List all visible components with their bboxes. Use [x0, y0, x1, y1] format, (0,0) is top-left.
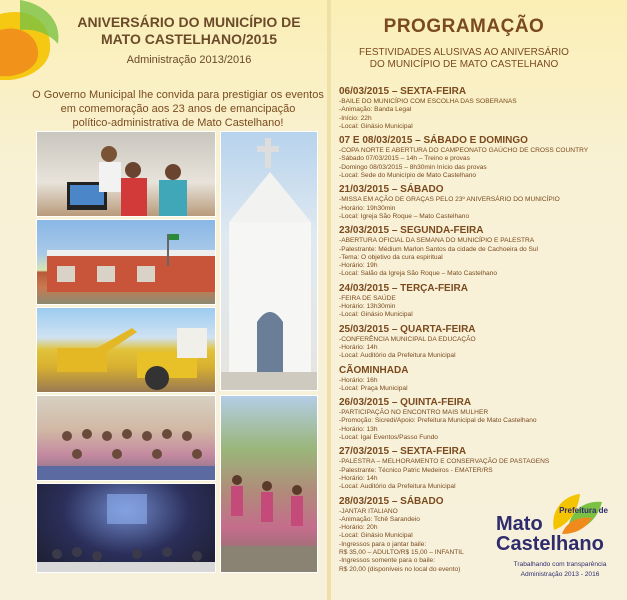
event-date: 26/03/2015 – QUINTA-FEIRA	[339, 397, 472, 409]
event-detail: -Domingo 08/03/2015 – 8h30min Início das provas	[339, 163, 487, 171]
event-detail: -CONFERÊNCIA MUNICIPAL DA EDUCAÇÃO	[339, 335, 476, 343]
event-detail: -Tema: O objetivo da cura espiritual	[339, 253, 443, 261]
event-date: 27/03/2015 – SEXTA-FEIRA	[339, 446, 467, 458]
event-detail: -Ingressos para o jantar baile:	[339, 540, 427, 548]
event-detail: -Local: Salão da Igreja São Roque – Mato Castelhano	[339, 270, 497, 278]
event-date: CÃOMINHADA	[339, 364, 409, 376]
event-detail: -COPA NORTE E ABERTURA DO CAMPEONATO GAÚCHO DE CROSS COUNTRY	[339, 147, 589, 155]
event-detail: -Horário: 19h30min	[339, 204, 396, 212]
event-detail: -Local: Auditório da Prefeitura Municipal	[339, 352, 456, 360]
event-date: 28/03/2015 – SÁBADO	[339, 495, 444, 507]
event-date: 06/03/2015 – SEXTA-FEIRA	[339, 86, 467, 97]
event-detail: -Local: Praça Municipal	[339, 384, 408, 392]
event-detail: -Sábado 07/03/2015 – 14h – Treino e provas	[339, 155, 470, 163]
event-detail: -Local: Ginásio Municipal	[339, 532, 413, 540]
photo-children-group	[36, 395, 216, 481]
event-date: 24/03/2015 – TERÇA-FEIRA	[339, 282, 468, 294]
invite-line-2: em comemoração aos 23 anos de emancipação	[60, 103, 296, 115]
event-entry	[339, 225, 627, 278]
programacao-subtitle	[331, 47, 597, 71]
event-detail: -Início: 22h	[339, 114, 372, 122]
event-entry	[339, 86, 627, 131]
event-detail: -Animação: Banda Legal	[339, 106, 412, 114]
event-detail: -Palestrante: Médium Marlon Santos da cidade de Cachoeira do Sul	[339, 245, 539, 253]
event-entry	[339, 446, 627, 491]
event-detail: -MISSA EM AÇÃO DE GRAÇAS PELO 23º ANIVERSÁRIO DO MUNICÍPIO	[339, 196, 560, 204]
event-entry	[339, 397, 627, 442]
photo-municipal-building	[36, 219, 216, 305]
event-detail: -ABERTURA OFICIAL DA SEMANA DO MUNICÍPIO E PALESTRA	[339, 237, 535, 245]
event-date: 21/03/2015 – SÁBADO	[339, 184, 444, 196]
event-detail: -Local: Igaí Eventos/Passo Fundo	[339, 434, 438, 442]
event-detail: -Local: Ginásio Municipal	[339, 311, 413, 319]
invitation-text	[30, 88, 326, 130]
event-detail: R$ 20,00 (disponíveis no local do evento)	[339, 565, 461, 573]
event-date: 25/03/2015 – QUARTA-FEIRA	[339, 323, 476, 335]
event-entry	[339, 283, 627, 320]
event-date: 07 E 08/03/2015 – SÁBADO E DOMINGO	[339, 135, 528, 147]
event-entry	[339, 184, 627, 221]
event-detail: -BAILE DO MUNICÍPIO COM ESCOLHA DAS SOBERANAS	[339, 98, 517, 105]
event-detail: -Local: Ginásio Municipal	[339, 122, 413, 130]
event-detail: -Animação: Tchê Sarandeio	[339, 515, 420, 523]
subtitle-line-2: DO MUNICÍPIO DE MATO CASTELHANO	[369, 59, 559, 70]
event-detail: -Horário: 13h30min	[339, 303, 396, 311]
invite-line-3: político-administrativa de Mato Castelhano!	[72, 117, 284, 129]
brand-tagline: Trabalhando com transparência	[513, 561, 607, 568]
event-detail: -Horário: 14h	[339, 343, 378, 351]
event-date: 23/03/2015 – SEGUNDA-FEIRA	[339, 225, 484, 237]
brand-name-line-1: Mato	[496, 513, 543, 535]
event-detail: -Promoção: Sicredi/Apoio: Prefeitura Municipal de Mato Castelhano	[339, 417, 537, 425]
subtitle-line-1: FESTIVIDADES ALUSIVAS AO ANIVERSÁRIO	[359, 47, 569, 58]
event-detail: -FEIRA DE SAÚDE	[339, 294, 396, 302]
photo-event-stage	[36, 483, 216, 573]
brand-name	[496, 514, 624, 554]
brand-name-line-2: Castelhano	[496, 533, 604, 555]
event-detail: -Horário: 19h	[339, 262, 378, 270]
municipality-brand	[496, 490, 624, 598]
event-detail: -PALESTRA – MELHORAMENTO E CONSERVAÇÃO DE PASTAGENS	[339, 458, 550, 466]
event-detail: R$ 35,00 – ADULTO/R$ 15,00 – INFANTIL	[339, 548, 464, 556]
event-detail: -Local: Igreja São Roque – Mato Castelhano	[339, 212, 470, 220]
event-detail: -Local: Auditório da Prefeitura Municipal	[339, 483, 456, 491]
photo-people-computer	[36, 131, 216, 217]
event-detail: -Horário: 16h	[339, 376, 378, 384]
administration-subtitle: Administração 2013/2016	[126, 54, 252, 66]
brand-prefix: Prefeitura de	[559, 506, 608, 515]
page-title	[58, 14, 320, 48]
event-detail: -PARTICIPAÇÃO NO ENCONTRO MAIS MULHER	[339, 409, 489, 417]
event-entry	[339, 365, 627, 394]
brand-admin-period: Administração 2013 - 2016	[520, 571, 600, 578]
title-line-2: MATO CASTELHANO/2015	[100, 31, 278, 47]
event-detail: -Local: Sede do Município de Mato Castelhano	[339, 172, 477, 180]
event-detail: -Horário: 13h	[339, 425, 378, 433]
programacao-title: PROGRAMAÇÃO	[383, 16, 545, 37]
invite-line-1: O Governo Municipal lhe convida para prestigiar os eventos	[32, 89, 324, 101]
photo-walking-crowd	[220, 395, 318, 573]
event-entry	[339, 324, 627, 361]
photo-church	[220, 131, 318, 391]
title-line-1: ANIVERSÁRIO DO MUNICÍPIO DE	[77, 14, 301, 30]
event-detail: -Ingressos somente para o baile:	[339, 557, 436, 565]
event-detail: -Horário: 20h	[339, 524, 378, 532]
event-detail: -Palestrante: Técnico Patric Medeiros - EMATER/RS	[339, 466, 493, 474]
event-entry	[339, 135, 627, 180]
photo-road-machinery	[36, 307, 216, 393]
event-detail: -JANTAR ITALIANO	[339, 507, 398, 515]
event-detail: -Horário: 14h	[339, 474, 378, 482]
